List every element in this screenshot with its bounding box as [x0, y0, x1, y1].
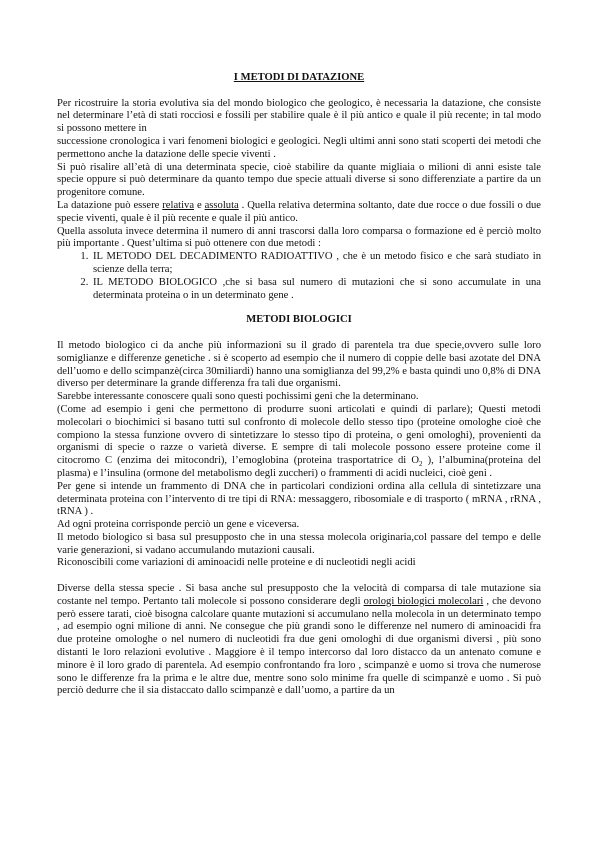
bio-paragraph-6: Il metodo biologico si basa sul presupposto che in una stessa molecola originaria,col passare del tempo e delle varie generazioni, si vadano accumulando mutazioni causali. — [57, 531, 541, 556]
text-span: . Quella relativa determina soltanto, date due rocce o due fossili o due specie viventi, quale è il più recente e quale il più antico. — [57, 199, 542, 224]
text-span: La datazione può essere — [57, 199, 163, 211]
intro-paragraph-2: successione cronologica i vari fenomeni biologici e geologici. Negli ultimi anni sono stati scoperti dei metodi che permettono anche la datazione delle specie viventi . — [57, 135, 541, 160]
bio-paragraph-3 — [57, 404, 541, 481]
intro-paragraph-3: Si può risalire all’età di una determinata specie, cioè stabilire da quante migliaia o milioni di anni esiste tale specie oppure si può determinare da quanto tempo due specie attuali diverse si sono differenziate a partire da un progenitore comune. — [57, 161, 541, 199]
orologi-term: orologi biologici molecolari — [363, 595, 484, 607]
document-page — [57, 72, 541, 698]
text-span: (Come ad esempio i geni che permettono di produrre suoni articolati e quindi di parlare); Questi metodi molecolari o biochimici si basano tutti sul confronto di molecole dello stesso tipo (proteine omologhe cioè che compiono la stessa funzione ovvero di sintetizzare lo stesso tipo di proteina, o geni omologhi), provenienti da organismi di specie o razze o varietà diverse. E sempre di tali molecole possono essere proteine come il citocromo C (enzima dei mitocondri), l’emoglobina (proteina trasportatrice di O — [57, 403, 541, 467]
bio-paragraph-4: Per gene si intende un frammento di DNA che in particolari condizioni ordina alla cellula di sintetizzare una determinata proteina con l’intervento di tre tipi di RNA: messaggero, ribosomiale e di trasporto ( mRNA , rRNA , tRNA ) . — [57, 480, 541, 518]
text-span: Diverse della stessa specie . Si basa anche sul presupposto che la velocità di comparsa di tale mutazione sia costante nel tempo. Pertanto tali molecole si possono considerare degli — [57, 583, 541, 607]
bio-paragraph-8 — [57, 583, 541, 698]
text-span: e — [194, 199, 205, 211]
bio-paragraph-2: Sarebbe interessante conoscere quali sono questi pochissimi geni che la determinano. — [57, 391, 419, 403]
paragraph-gap — [57, 570, 541, 583]
intro-paragraph-5: Quella assoluta invece determina il numero di anni trascorsi dalla loro comparsa o formazione ed è perciò molto più importante . Quest’ultima si può ottenere con due metodi : — [57, 225, 541, 250]
list-item: 2. IL METODO BIOLOGICO ,che si basa sul numero di mutazioni che si sono accumulate in una determinata proteina o in un determinato gene . — [91, 277, 541, 303]
assoluta-term: assoluta — [204, 199, 239, 211]
bio-paragraph-7: Riconoscibili come variazioni di aminoacidi nelle proteine e di nucleotidi negli acidi — [57, 557, 416, 569]
list-item: 1. IL METODO DEL DECADIMENTO RADIOATTIVO , che è un metodo fisico e che sarà studiato in scienze della terra; — [91, 251, 541, 277]
bio-paragraph-5: Ad ogni proteina corrisponde perciò un gene e viceversa. — [57, 519, 300, 531]
relativa-term: relativa — [162, 199, 195, 211]
text-span: , che devono però essere tarati, cioè bisogna calcolare quante mutazioni si accumulano nella molecola in un determinato tempo , ad esempio ogni milione di anni. Ne consegue che più grandi sono le differenze nel numero di aminoacidi fra due proteine omologhe o nel numero di nucleotidi fra due geni omologhi di due organismi diversi , più sono distanti le loro relazioni evolutive . Maggiore è il tempo intercorso dal loro distacco da un antenato comune e minore è il loro grado di parentela. Ad esempio confrontando fra loro , scimpanzè e uomo si trova che numerose sono le differenze fra la prima e le altre due, mentre sono solo minime fra quelle di scimpanzè e uomo . Si può perciò dedurre che il sia distaccato dallo scimpanzè e dall’uomo, a partire da un — [57, 595, 541, 697]
bio-paragraph-1: Il metodo biologico ci da anche più informazioni su il grado di parentela tra due specie,ovvero sulle loro somiglianze e differenze genetiche . si è scoperto ad esempio che il numero di coppie delle basi azotate del DNA dell’uomo e dello scimpanzè(circa 30miliardi) hanno una somiglianza del 99,2% e basta quindi uno 0,8% di DNA diverso per determinare la grande differenza fra tali due organismi. — [57, 339, 541, 390]
methods-list — [57, 251, 541, 302]
document-title: I METODI DI DATAZIONE — [233, 72, 365, 83]
intro-paragraph-1: Per ricostruire la storia evolutiva sia del mondo biologico che geologico, è necessaria la datazione, che consiste nel determinare l’età di stati rocciosi e fossili per stabilire quale è il più antico e quale il più recente; in tal modo si possono mettere in — [57, 97, 541, 135]
intro-paragraph-4 — [57, 200, 541, 226]
subscript: 2 — [418, 460, 423, 469]
text-span: ), l’albumina(proteina del plasma) e l’insulina (ormone del metabolismo degli zuccheri) o frammenti di acidi nucleici, cioè geni . — [57, 455, 541, 479]
section-heading: METODI BIOLOGICI — [246, 314, 352, 326]
